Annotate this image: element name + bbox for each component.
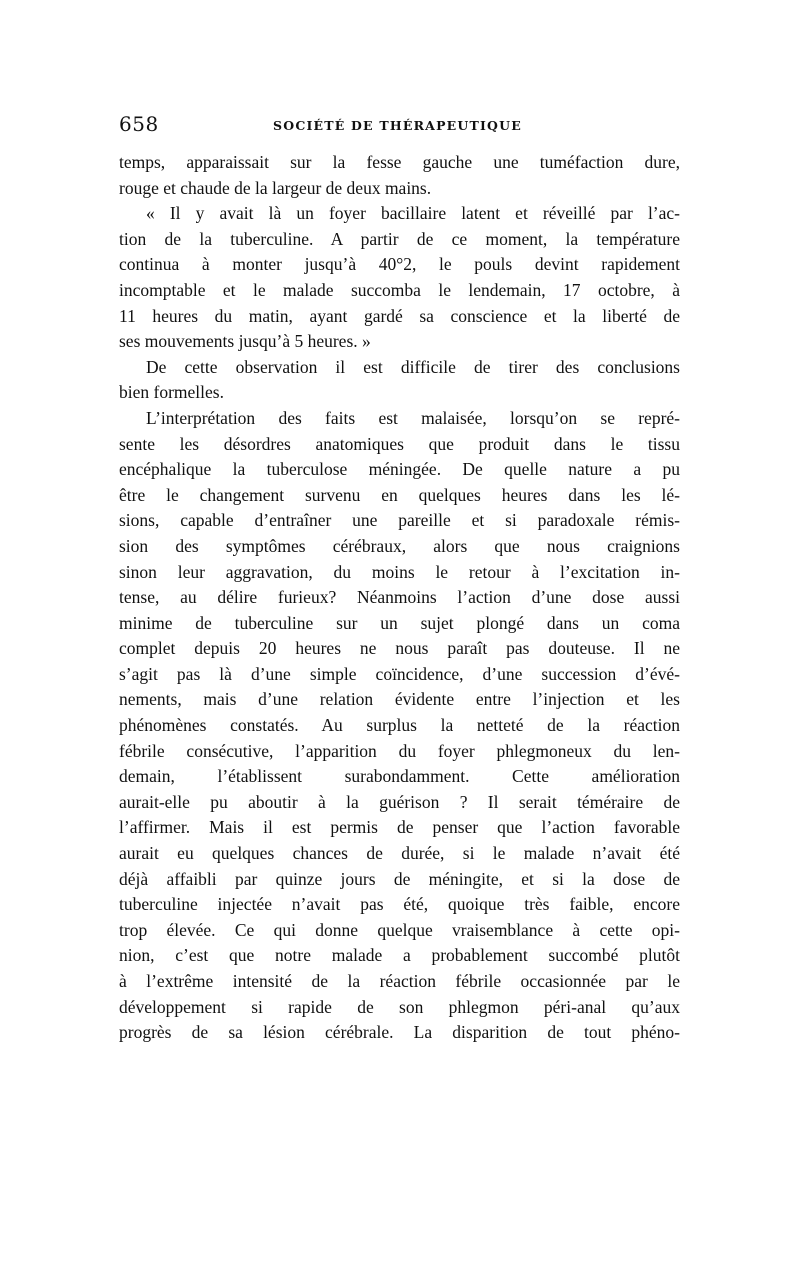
running-title: SOCIÉTÉ DE THÉRAPEUTIQUE	[273, 118, 522, 133]
text-line: temps, apparaissait sur la fesse gauche une tuméfaction dure,	[119, 152, 680, 172]
text-line: L’interprétation des faits est malaisée, lorsqu’on se repré-	[146, 407, 680, 428]
text-line: bien formelles.	[119, 382, 224, 403]
running-head	[119, 112, 680, 142]
text-line: progrès de sa lésion cérébrale. La disparition de tout phéno-	[119, 1022, 680, 1043]
text-line: ses mouvements jusqu’à 5 heures. »	[119, 331, 371, 352]
text-line: continua à monter jusqu’à 40°2, le pouls devint rapidement	[119, 254, 680, 275]
text-line: l’affirmer. Mais il est permis de penser que l’action favorable	[119, 817, 680, 838]
text-line: aurait-elle pu aboutir à la guérison ? Il serait téméraire de	[119, 791, 680, 812]
text-line: nements, mais d’une relation évidente entre l’injection et les	[119, 689, 680, 710]
body-text	[119, 150, 680, 1046]
text-line: rouge et chaude de la largeur de deux mains.	[119, 177, 432, 198]
page-number: 658	[119, 112, 159, 136]
text-line: fébrile consécutive, l’apparition du foyer phlegmoneux du len-	[119, 740, 680, 761]
text-line: sente les désordres anatomiques que produit dans le tissu	[119, 433, 680, 454]
text-line: trop élevée. Ce qui donne quelque vraisemblance à cette opi-	[119, 919, 680, 940]
text-line: De cette observation il est difficile de tirer des conclusions	[146, 356, 680, 377]
text-line: développement si rapide de son phlegmon péri-anal qu’aux	[119, 996, 680, 1017]
text-line: sions, capable d’entraîner une pareille et si paradoxale rémis-	[119, 510, 680, 531]
text-line: nion, c’est que notre malade a probablement succombé plutôt	[119, 945, 680, 966]
text-line: tense, au délire furieux? Néanmoins l’action d’une dose aussi	[119, 587, 680, 608]
text-line: à l’extrême intensité de la réaction fébrile occasionnée par le	[119, 971, 680, 991]
text-line: sinon leur aggravation, du moins le retour à l’excitation in-	[119, 561, 680, 582]
text-line: être le changement survenu en quelques heures dans les lé-	[119, 484, 680, 505]
text-line: minime de tuberculine sur un sujet plongé dans un coma	[119, 612, 680, 633]
text-line: sion des symptômes cérébraux, alors que nous craignions	[119, 535, 680, 556]
text-line: aurait eu quelques chances de durée, si le malade n’avait été	[119, 843, 680, 864]
text-line: « Il y avait là un foyer bacillaire latent et réveillé par l’ac-	[146, 203, 680, 224]
text-line: déjà affaibli par quinze jours de méningite, et si la dose de	[119, 868, 680, 889]
text-line: tion de la tuberculine. A partir de ce moment, la température	[119, 228, 680, 249]
text-line: tuberculine injectée n’avait pas été, quoique très faible, encore	[119, 894, 680, 915]
text-line: 11 heures du matin, ayant gardé sa conscience et la liberté de	[119, 305, 680, 326]
text-line: complet depuis 20 heures ne nous paraît pas douteuse. Il ne	[119, 638, 680, 659]
text-line: phénomènes constatés. Au surplus la netteté de la réaction	[119, 715, 680, 736]
text-line: demain, l’établissent surabondamment. Cette amélioration	[119, 766, 680, 787]
text-line: encéphalique la tuberculose méningée. De quelle nature a pu	[119, 459, 680, 480]
text-line: incomptable et le malade succomba le lendemain, 17 octobre, à	[119, 279, 680, 300]
text-line: s’agit pas là d’une simple coïncidence, d’une succession d’évé-	[119, 663, 680, 684]
